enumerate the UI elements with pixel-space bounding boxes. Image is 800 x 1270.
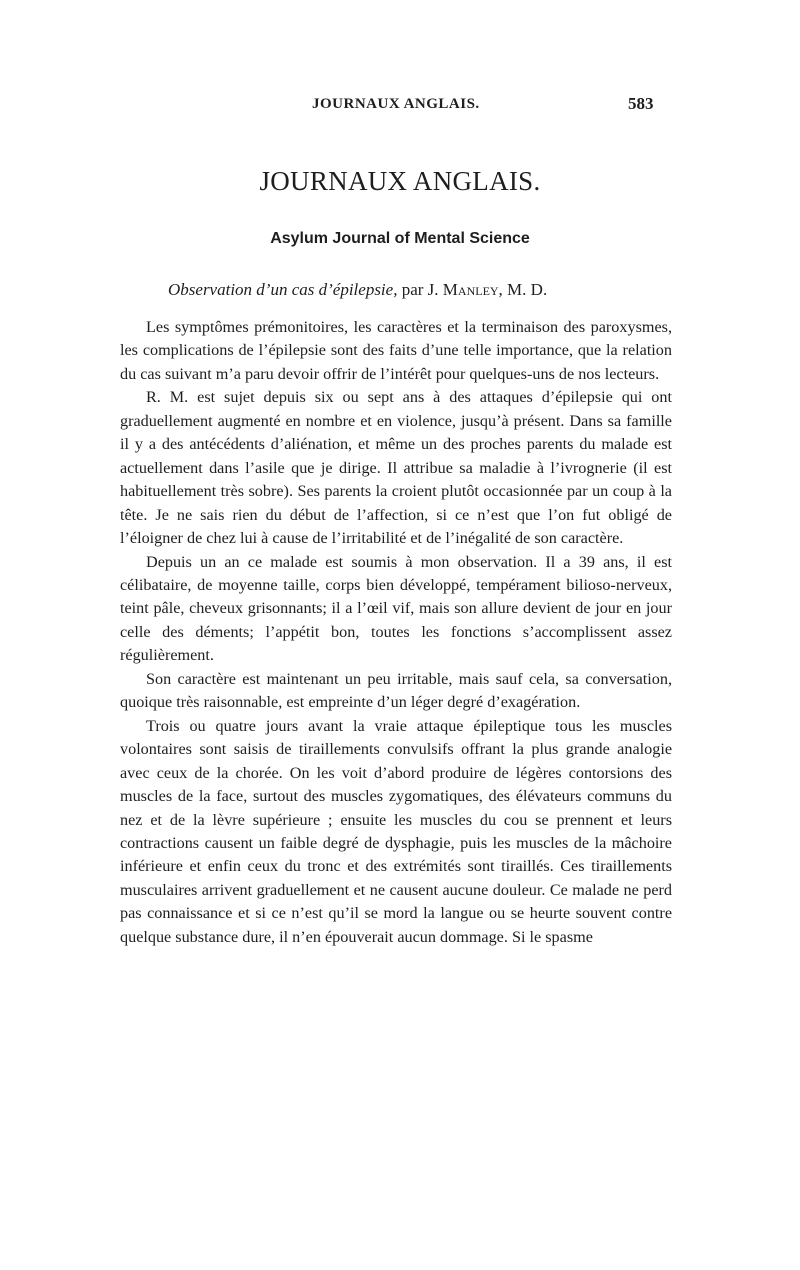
section-title: JOURNAUX ANGLAIS. [259, 166, 541, 196]
paragraph-4: Son caractère est maintenant un peu irritable, mais sauf cela, sa conversation, quoique très raisonnable, est empreinte d’un léger degré d’exagération. [120, 669, 672, 712]
observation-by: par [401, 280, 424, 299]
paragraph-5: Trois ou quatre jours avant la vraie attaque épileptique tous les muscles volontaires sont saisis de tiraillements convulsifs offrant la plus grande analogie avec ceux de la chorée. On les voit d’abord produire de légères contorsions des muscles de la face, surtout des muscles zygomatiques, des élévateurs communs du nez et de la lèvre supérieure ; ensuite les muscles du cou se prennent et leurs contractions causent un faible degré de dysphagie, puis les muscles de la mâchoire inférieure et enfin ceux du tronc et des extrémités sont tiraillés. Ces tiraillements musculaires arrivent graduellement et ne causent aucune douleur. Ce malade ne perd pas connaissance et si ce n’est qu’il se mord la langue ou se heurte souvent contre quelque substance dure, il n’en épouverait aucun dommage. Si le spasme [120, 716, 672, 946]
paragraph-2: R. M. est sujet depuis six ou sept ans à des attaques d’épilepsie qui ont graduellement augmenté en nombre et en violence, jusqu’à présent. Dans sa famille il y a des antécédents d’aliénation, et même un des proches parents du malade est actuellement dans l’asile que je dirige. Il attribue sa maladie à l’ivrognerie (il est habituellement très sobre). Ses parents la croient plutôt occasionnée par un coup à la tête. Je ne sais rien du début de l’affection, si ce n’est que l’on fut obligé de l’éloigner de chez lui à cause de l’irritabilité et de l’inégalité de son caractère. [120, 388, 672, 548]
observation-title: Observation d’un cas d’épilepsie, [168, 280, 398, 299]
journal-name: Asylum Journal of Mental Science [270, 230, 530, 247]
article-body [120, 316, 672, 949]
running-head [0, 96, 800, 120]
running-title: JOURNAUX ANGLAIS. [312, 96, 480, 112]
paragraph-3: Depuis un an ce malade est soumis à mon observation. Il a 39 ans, il est célibataire, de moyenne taille, corps bien développé, tempérament bilioso-nerveux, teint pâle, cheveux grisonnants; il a l’œil vif, mais son allure devient de jour en jour celle des déments; l’appétit bon, toutes les fonctions s’accomplissent assez régulièrement. [120, 552, 672, 665]
observation-heading [168, 280, 688, 300]
observation-author: J. Manley, M. D. [427, 280, 548, 299]
page-number: 583 [628, 94, 654, 113]
paragraph-1: Les symptômes prémonitoires, les caractères et la terminaison des paroxysmes, les complications de l’épilepsie sont des faits d’une telle importance, que la relation du cas suivant m’a paru devoir offrir de l’intérêt pour quelques-uns de nos lecteurs. [120, 318, 672, 383]
